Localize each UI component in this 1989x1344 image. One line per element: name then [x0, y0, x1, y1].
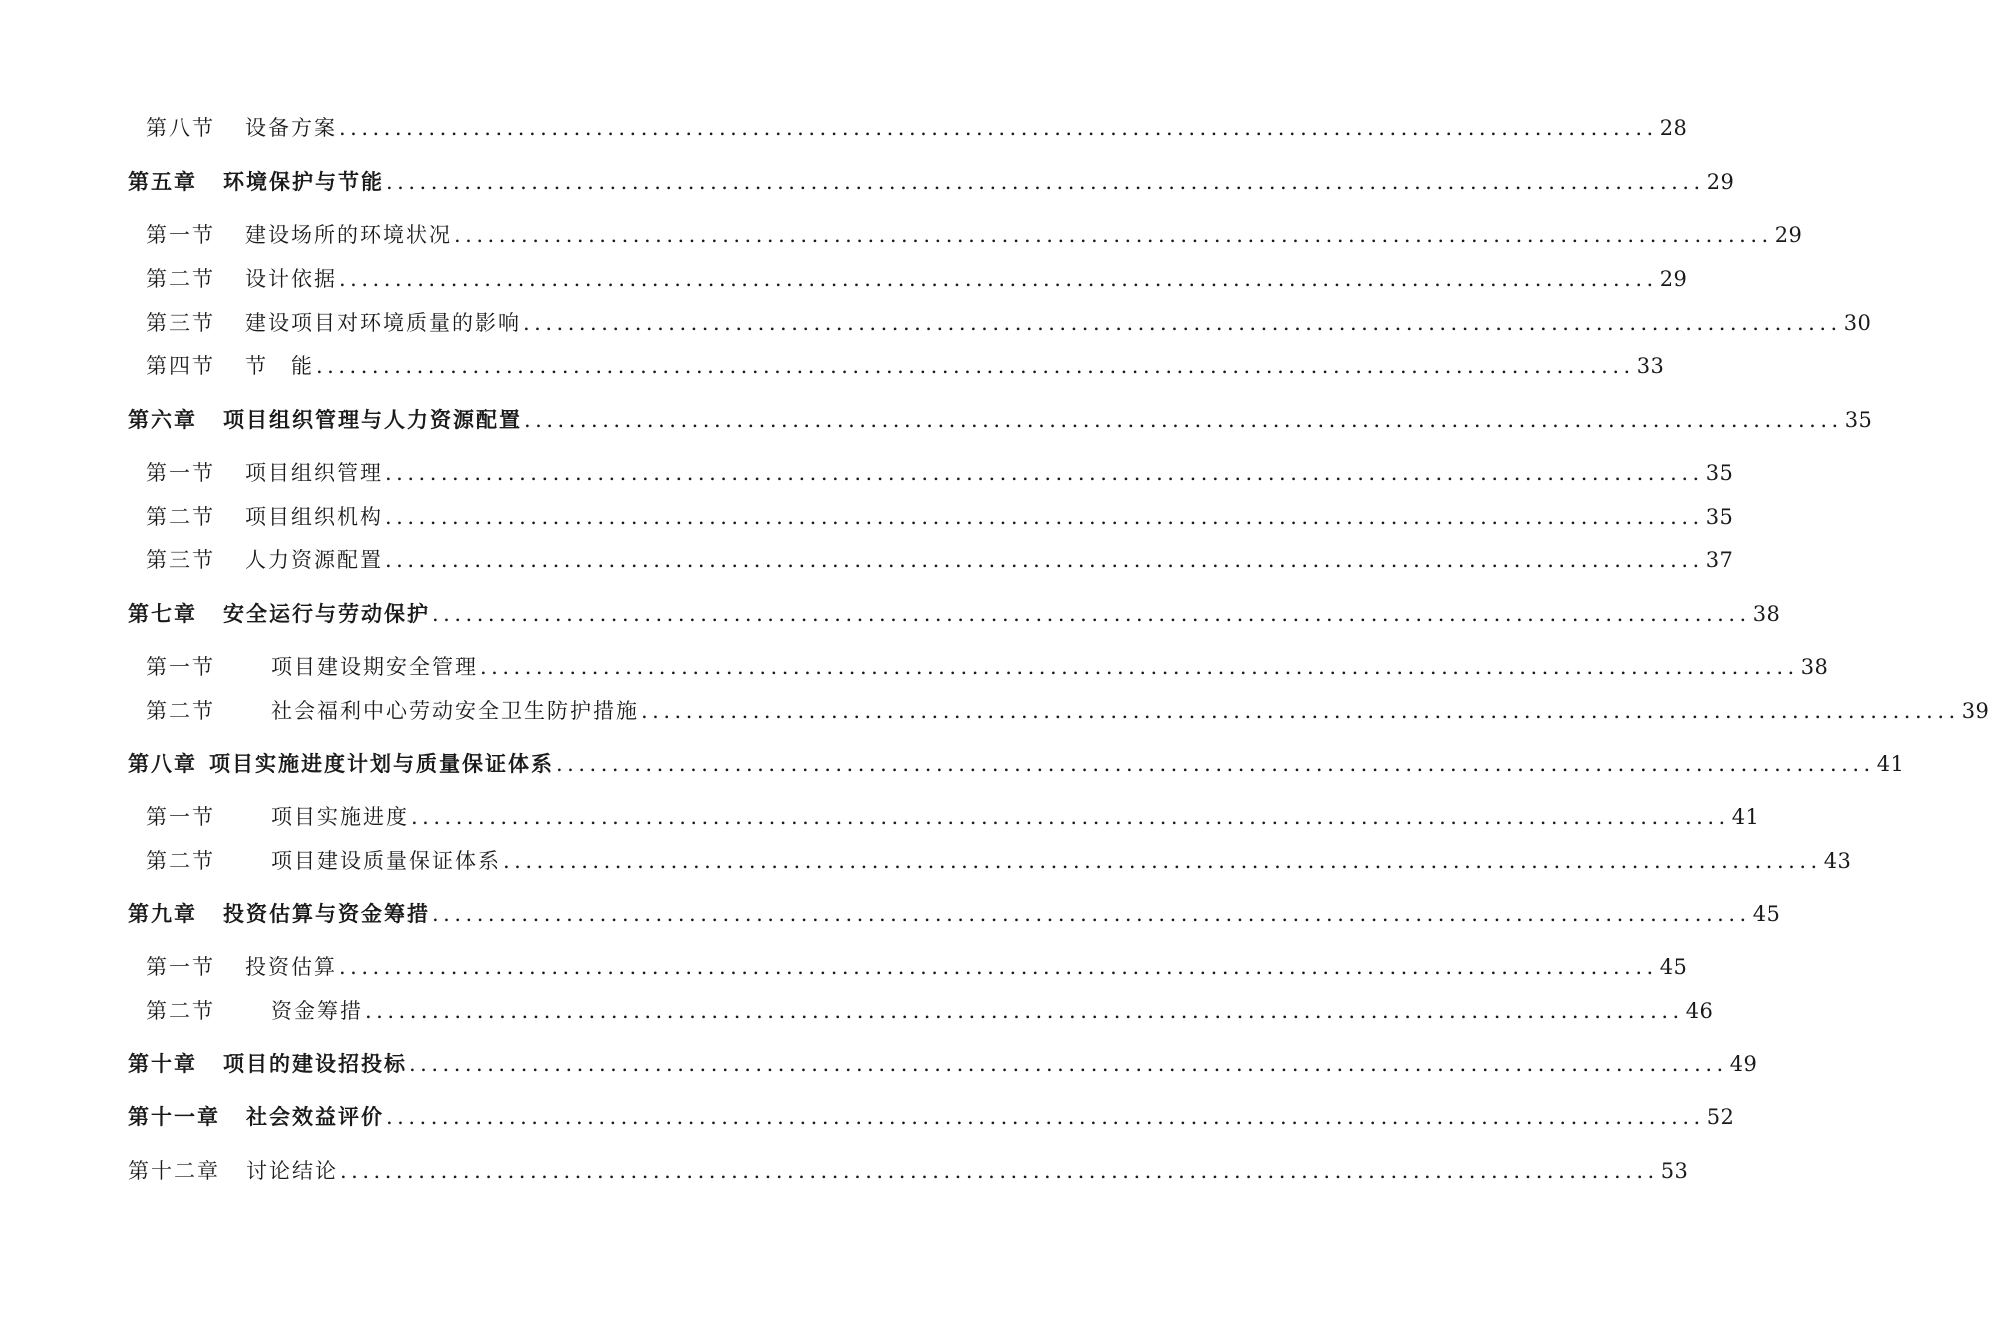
toc-entry-section-1[interactable]	[146, 803, 1760, 831]
toc-entry-number: 第二节	[146, 267, 215, 291]
toc-entry-page: 35	[1705, 505, 1734, 529]
toc-entry-title: 项目组织管理	[245, 461, 383, 485]
toc-entry-number: 第一节	[146, 223, 215, 247]
toc-entry-section-8-equipment-plan[interactable]	[146, 114, 1688, 142]
toc-entry-page: 29	[1706, 170, 1735, 194]
toc-entry-page: 41	[1876, 752, 1905, 776]
dot-leader: ......................................................................................................................	[480, 655, 1799, 679]
toc-entry-number: 第一节	[146, 655, 215, 679]
toc-entry-page: 29	[1659, 267, 1688, 291]
toc-entry-title: 讨论结论	[246, 1159, 338, 1183]
toc-entry-title: 项目的建设招投标	[223, 1051, 407, 1076]
toc-entry-title: 社会福利中心劳动安全卫生防护措施	[271, 699, 639, 723]
toc-entry-title: 项目建设质量保证体系	[271, 849, 501, 873]
dot-leader: ......................................................................................................................	[385, 548, 1704, 572]
toc-entry-title: 建设场所的环境状况	[245, 223, 452, 247]
toc-entry-title: 环境保护与节能	[223, 169, 384, 194]
toc-entry-chapter-8[interactable]	[128, 750, 1905, 778]
toc-entry-page: 28	[1659, 116, 1688, 140]
dot-leader: ......................................................................................................................	[523, 311, 1842, 335]
toc-entry-chapter-11[interactable]	[128, 1103, 1735, 1131]
toc-entry-number: 第十二章	[128, 1159, 220, 1183]
toc-entry-section-1[interactable]	[146, 953, 1688, 981]
toc-entry-section-1[interactable]	[146, 459, 1734, 487]
toc-entry-section-1[interactable]	[146, 653, 1829, 681]
toc-entry-number: 第一节	[146, 461, 215, 485]
dot-leader: ......................................................................................................................	[556, 752, 1875, 776]
dot-leader: ......................................................................................................................	[411, 805, 1730, 829]
toc-entry-title: 投资估算	[245, 955, 337, 979]
toc-entry-number: 第七章	[128, 601, 197, 626]
toc-entry-number: 第八节	[146, 116, 215, 140]
toc-entry-title: 资金筹措	[271, 999, 363, 1023]
toc-entry-number: 第十章	[128, 1051, 197, 1076]
toc-entry-section-2[interactable]	[146, 265, 1688, 293]
toc-entry-page: 52	[1706, 1105, 1735, 1129]
toc-entry-page: 35	[1705, 461, 1734, 485]
toc-entry-page: 43	[1823, 849, 1852, 873]
dot-leader: ......................................................................................................................	[385, 505, 1704, 529]
toc-entry-title: 社会效益评价	[246, 1104, 384, 1129]
toc-entry-page: 45	[1752, 902, 1781, 926]
toc-entry-section-4[interactable]	[146, 352, 1665, 380]
dot-leader: ......................................................................................................................	[409, 1052, 1728, 1076]
toc-entry-page: 45	[1659, 955, 1688, 979]
toc-entry-title: 项目组织管理与人力资源配置	[223, 407, 522, 432]
dot-leader: ......................................................................................................................	[339, 116, 1658, 140]
toc-entry-number: 第三节	[146, 311, 215, 335]
dot-leader: ......................................................................................................................	[386, 1105, 1705, 1129]
toc-entry-number: 第一节	[146, 805, 215, 829]
dot-leader: ......................................................................................................................	[524, 408, 1843, 432]
toc-entry-title: 设备方案	[245, 116, 337, 140]
toc-entry-title: 建设项目对环境质量的影响	[245, 311, 521, 335]
toc-entry-page: 39	[1961, 699, 1989, 723]
dot-leader: ......................................................................................................................	[339, 267, 1658, 291]
toc-entry-title: 节 能	[245, 354, 314, 378]
dot-leader: ......................................................................................................................	[386, 170, 1705, 194]
toc-entry-number: 第二节	[146, 699, 215, 723]
toc-entry-page: 35	[1844, 408, 1873, 432]
toc-entry-page: 33	[1636, 354, 1665, 378]
toc-entry-section-1[interactable]	[146, 221, 1803, 249]
toc-entry-number: 第四节	[146, 354, 215, 378]
dot-leader: ......................................................................................................................	[432, 602, 1751, 626]
toc-entry-page: 38	[1800, 655, 1829, 679]
toc-entry-number: 第九章	[128, 901, 197, 926]
toc-entry-section-2[interactable]	[146, 697, 1989, 725]
toc-entry-title: 项目实施进度计划与质量保证体系	[209, 751, 554, 776]
toc-entry-number: 第三节	[146, 548, 215, 572]
toc-entry-number: 第二节	[146, 999, 215, 1023]
toc-entry-title: 项目建设期安全管理	[271, 655, 478, 679]
toc-entry-number: 第八章	[128, 751, 197, 776]
toc-entry-page: 37	[1705, 548, 1734, 572]
toc-entry-section-3[interactable]	[146, 309, 1872, 337]
toc-entry-number: 第二节	[146, 505, 215, 529]
toc-entry-chapter-10[interactable]	[128, 1050, 1758, 1078]
toc-entry-number: 第二节	[146, 849, 215, 873]
toc-entry-page: 46	[1685, 999, 1714, 1023]
toc-entry-title: 人力资源配置	[245, 548, 383, 572]
toc-entry-title: 安全运行与劳动保护	[223, 601, 430, 626]
dot-leader: ......................................................................................................................	[454, 223, 1773, 247]
toc-entry-chapter-9[interactable]	[128, 900, 1781, 928]
dot-leader: ......................................................................................................................	[641, 699, 1960, 723]
toc-entry-title: 项目组织机构	[245, 505, 383, 529]
toc-entry-section-2[interactable]	[146, 997, 1714, 1025]
toc-entry-section-3[interactable]	[146, 546, 1734, 574]
toc-entry-title: 项目实施进度	[271, 805, 409, 829]
toc-entry-number: 第十一章	[128, 1104, 220, 1129]
dot-leader: ......................................................................................................................	[316, 354, 1635, 378]
dot-leader: ......................................................................................................................	[339, 955, 1658, 979]
toc-entry-chapter-5[interactable]	[128, 168, 1735, 196]
dot-leader: ......................................................................................................................	[385, 461, 1704, 485]
toc-entry-chapter-12[interactable]	[128, 1157, 1689, 1185]
toc-entry-title: 投资估算与资金筹措	[223, 901, 430, 926]
toc-entry-number: 第五章	[128, 169, 197, 194]
toc-entry-page: 53	[1660, 1159, 1689, 1183]
toc-entry-page: 41	[1731, 805, 1760, 829]
toc-entry-chapter-6[interactable]	[128, 406, 1873, 434]
toc-entry-section-2[interactable]	[146, 847, 1852, 875]
toc-entry-page: 49	[1729, 1052, 1758, 1076]
dot-leader: ......................................................................................................................	[365, 999, 1684, 1023]
toc-entry-page: 38	[1752, 602, 1781, 626]
toc-entry-section-2[interactable]	[146, 503, 1734, 531]
toc-entry-number: 第六章	[128, 407, 197, 432]
dot-leader: ......................................................................................................................	[340, 1159, 1659, 1183]
toc-entry-number: 第一节	[146, 955, 215, 979]
toc-entry-page: 29	[1774, 223, 1803, 247]
dot-leader: ......................................................................................................................	[503, 849, 1822, 873]
toc-entry-page: 30	[1843, 311, 1872, 335]
toc-entry-chapter-7[interactable]	[128, 600, 1781, 628]
dot-leader: ......................................................................................................................	[432, 902, 1751, 926]
toc-entry-title: 设计依据	[245, 267, 337, 291]
